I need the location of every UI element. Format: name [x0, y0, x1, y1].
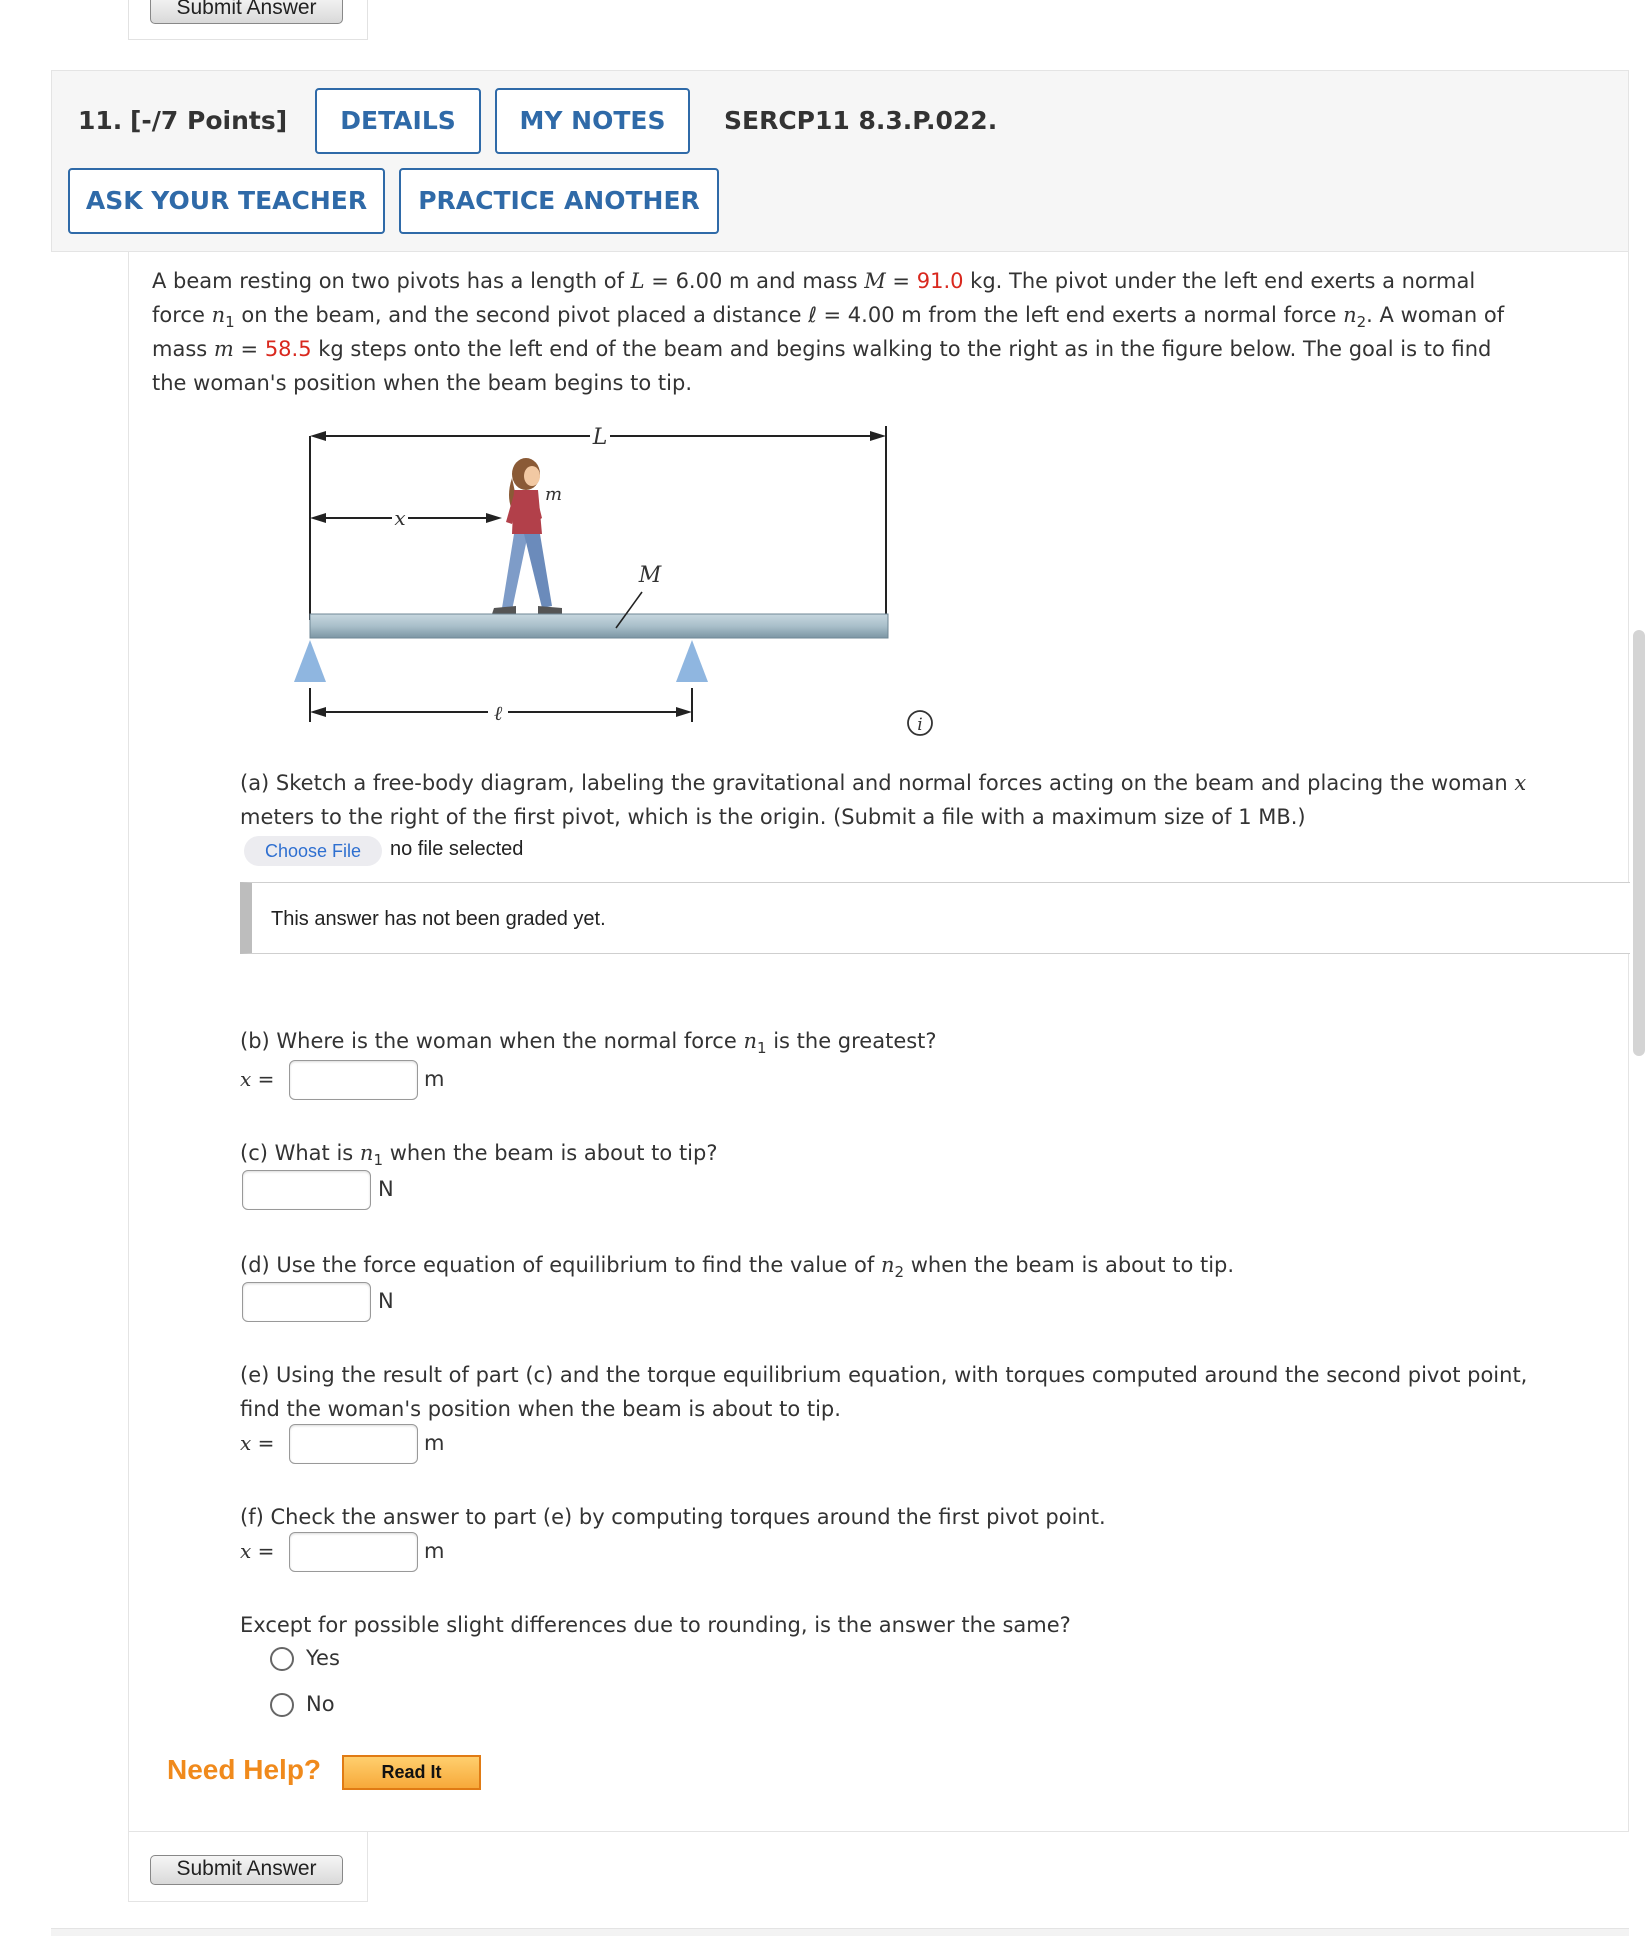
svg-text:i: i: [917, 715, 923, 735]
part-a-line-2: meters to the right of the first pivot, which is the origin. (Submit a file with a maximum size of 1 MB.): [240, 805, 1306, 829]
my-notes-button[interactable]: MY NOTES: [495, 88, 690, 154]
submit-answer-button-top[interactable]: Submit Answer: [150, 0, 343, 24]
part-c-question: (c) What is $n_1$ when the beam is about to tip?: [240, 1141, 718, 1170]
left-pivot: [294, 640, 326, 682]
choose-file-button[interactable]: Choose File: [244, 836, 382, 866]
x-label: x: [394, 506, 406, 530]
M-label: M: [638, 563, 662, 588]
problem-line-2: force $n_1$ on the beam, and the second pivot placed a distance ℓ = 4.00 m from the left end exerts a normal force $n_2$. A woman of: [152, 303, 1505, 332]
length-label: L: [592, 425, 608, 450]
part-b-answer-input[interactable]: [289, 1060, 418, 1100]
problem-line-4: the woman's position when the beam begins to tip.: [152, 371, 692, 395]
part-f-answer-input[interactable]: [289, 1532, 418, 1572]
part-e-answer-input[interactable]: [289, 1424, 418, 1464]
problem-line-1: A beam resting on two pivots has a length of L = 6.00 m and mass M = 91.0 kg. The pivot under the left end exerts a normal: [152, 269, 1476, 293]
practice-another-button[interactable]: PRACTICE ANOTHER: [399, 168, 719, 234]
info-icon[interactable]: [908, 711, 932, 735]
m-label: m: [545, 484, 563, 505]
part-e-line-1: (e) Using the result of part (c) and the torque equilibrium equation, with torques computed around the second pivot point,: [240, 1363, 1528, 1387]
part-f-unit: m: [424, 1539, 445, 1563]
part-b-unit: m: [424, 1067, 445, 1091]
need-help-label: Need Help?: [167, 1754, 322, 1785]
scrollbar-thumb[interactable]: [1633, 630, 1645, 1056]
part-f-var: x =: [240, 1539, 275, 1563]
ell-label: ℓ: [493, 701, 503, 725]
beam: [310, 614, 888, 638]
part-e-var: x =: [240, 1431, 275, 1455]
beam-figure: [280, 410, 960, 750]
yes-label[interactable]: Yes: [306, 1646, 340, 1670]
part-a-line-1: (a) Sketch a free-body diagram, labeling the gravitational and normal forces acting on the beam and placing the woman x: [240, 771, 1527, 795]
part-c-answer-input[interactable]: [242, 1170, 371, 1210]
part-d-question: (d) Use the force equation of equilibrium to find the value of $n_2$ when the beam is about to tip.: [240, 1253, 1235, 1282]
no-radio[interactable]: [270, 1693, 294, 1717]
right-pivot: [676, 640, 708, 682]
details-button[interactable]: DETAILS: [315, 88, 481, 154]
read-it-button[interactable]: Read It: [342, 1755, 481, 1790]
question-code: SERCP11 8.3.P.022.: [724, 106, 998, 135]
part-d-answer-input[interactable]: [242, 1282, 371, 1322]
ask-your-teacher-button[interactable]: ASK YOUR TEACHER: [68, 168, 385, 234]
question-points: [-/7 Points]: [130, 106, 288, 135]
question-number: 11.: [78, 106, 123, 135]
no-file-selected-text: no file selected: [390, 838, 524, 860]
part-e-unit: m: [424, 1431, 445, 1455]
same-answer-question: Except for possible slight differences due to rounding, is the answer the same?: [240, 1613, 1071, 1637]
part-f-question: (f) Check the answer to part (e) by computing torques around the first pivot point.: [240, 1505, 1106, 1529]
part-b-var: x =: [240, 1067, 275, 1091]
ell-dimension: [310, 688, 692, 725]
part-e-line-2: find the woman's position when the beam is about to tip.: [240, 1397, 841, 1421]
problem-line-3: mass m = 58.5 kg steps onto the left end of the beam and begins walking to the right as in the figure below. The goal is to find: [152, 337, 1492, 361]
woman-figure: [492, 458, 562, 614]
part-c-unit: N: [378, 1177, 394, 1201]
submit-answer-button-bottom[interactable]: Submit Answer: [150, 1855, 343, 1885]
x-dimension: [310, 506, 502, 530]
part-b-question: (b) Where is the woman when the normal force $n_1$ is the greatest?: [240, 1029, 937, 1058]
no-label[interactable]: No: [306, 1692, 335, 1716]
part-d-unit: N: [378, 1289, 394, 1313]
graded-status-text: This answer has not been graded yet.: [271, 908, 606, 930]
yes-radio[interactable]: [270, 1647, 294, 1671]
